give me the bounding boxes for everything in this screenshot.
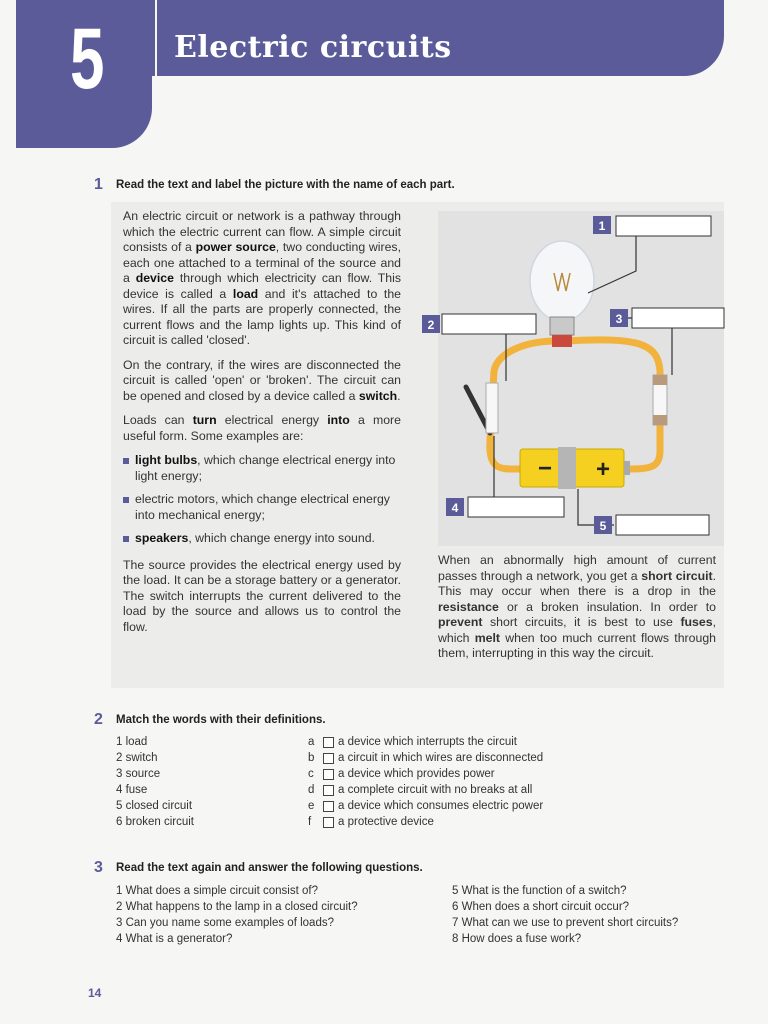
definition-letter: f (308, 816, 312, 828)
question-item: 3 Can you name some examples of loads? (116, 917, 334, 929)
header-divider (155, 0, 157, 76)
answer-checkbox[interactable] (323, 769, 334, 780)
definition-row (308, 782, 543, 798)
definition-text: a device which provides power (338, 768, 495, 780)
definition-letter: d (308, 784, 315, 796)
match-word: 6 broken circuit (116, 816, 194, 828)
chapter-number: 5 (70, 11, 105, 107)
match-word: 1 load (116, 736, 148, 748)
definition-letter: b (308, 752, 315, 764)
circuit-svg (427, 211, 724, 546)
match-definitions-list (308, 734, 543, 830)
exercise-2-instruction: Match the words with their definitions. (116, 714, 326, 726)
questions-right (452, 883, 678, 947)
label-1-number: 1 (598, 219, 606, 233)
reading-text (123, 209, 401, 644)
battery-minus-sign: − (538, 455, 553, 482)
question-item: 7 What can we use to prevent short circuits? (452, 917, 679, 929)
match-word: 3 source (116, 768, 161, 780)
question-item: 8 How does a fuse work? (452, 933, 582, 945)
answer-checkbox[interactable] (323, 753, 334, 764)
definition-text: a protective device (338, 816, 434, 828)
battery-plus-sign: + (596, 456, 611, 483)
fuse-cap-bottom (653, 415, 667, 425)
label-5-answer-box (616, 515, 709, 535)
bulb-glass (530, 241, 594, 321)
paragraph-3: Loads can turn electrical energy into a more useful form. Some examples are: (123, 413, 401, 443)
question-item: 1 What does a simple circuit consist of? (116, 885, 318, 897)
match-word: 2 switch (116, 752, 158, 764)
exercise-1-number: 1 (94, 176, 103, 193)
fuse-cap-top (653, 375, 667, 385)
battery-band (558, 447, 576, 489)
page-number: 14 (88, 986, 102, 1000)
short-circuit-paragraph: When an abnormally high amount of current passes through a network, you get a short circuit. This may occur when there is a drop in the resistance or a broken insulation. In order to prevent short circuits, it is best to use fuses, which melt when too much current flows through them, interrupting in this way the circuit. (438, 553, 717, 660)
paragraph-2: On the contrary, if the wires are disconnected the circuit is called 'open' or 'broken'. The circuit can be opened and closed by a device called a switch. (123, 357, 401, 403)
paragraph-1: An electric circuit or network is a pathway through which the electric current can flow. A simple circuit consists of a power source, two conducting wires, each one attached to a terminal of the source and a device through which electricity can flow. This device is called a load and it's attached to the wires. If all the parts are properly connected, the current flows and the lamp lights up. This kind of circuit is called 'closed'. (123, 209, 401, 347)
page-title: Electric circuits (174, 30, 452, 65)
definition-text: a circuit in which wires are disconnected (338, 752, 544, 764)
definition-row (308, 814, 543, 830)
exercise-2-number: 2 (94, 711, 103, 728)
definition-text: a device which consumes electric power (338, 800, 544, 812)
definition-text: a device which interrupts the circuit (338, 736, 517, 748)
bulb-base (550, 317, 574, 335)
bullet-light-bulbs: light bulbs, which change electrical energy into light energy; (123, 453, 401, 484)
definition-row (308, 766, 543, 782)
definition-letter: e (308, 800, 315, 812)
definition-row (308, 750, 543, 766)
question-item: 6 When does a short circuit occur? (452, 901, 630, 913)
definition-row (308, 734, 543, 750)
label-1-answer-box (616, 216, 711, 236)
answer-checkbox[interactable] (323, 737, 334, 748)
match-word: 4 fuse (116, 784, 148, 796)
definition-letter: c (308, 768, 314, 780)
label-3-number: 3 (615, 312, 623, 326)
bullet-electric-motors: electric motors, which change electrical energy into mechanical energy; (123, 492, 401, 523)
answer-checkbox[interactable] (323, 785, 334, 796)
label-2-answer-box (442, 314, 536, 334)
label-4-answer-box (468, 497, 564, 517)
question-item: 4 What is a generator? (116, 933, 233, 945)
bulb-socket (552, 335, 572, 347)
exercise-3-number: 3 (94, 859, 103, 876)
question-item: 2 What happens to the lamp in a closed circuit? (116, 901, 358, 913)
paragraph-4: The source provides the electrical energy used by the load. It can be a storage battery or a generator. The switch interrupts the current delivered to the load by the source and allows us to control the flow. (123, 557, 401, 634)
battery-terminal (624, 461, 630, 475)
label-5-number: 5 (599, 519, 607, 533)
match-word: 5 closed circuit (116, 800, 193, 812)
circuit-diagram (427, 211, 724, 546)
bullet-speakers: speakers, which change energy into sound. (123, 531, 401, 547)
exercise-1-instruction: Read the text and label the picture with the name of each part. (116, 179, 455, 191)
label-2-number: 2 (427, 318, 435, 332)
questions-left (116, 883, 358, 947)
answer-checkbox[interactable] (323, 801, 334, 812)
match-words-list (116, 734, 194, 830)
leader-line-1 (588, 227, 636, 293)
definition-text: a complete circuit with no breaks at all (338, 784, 533, 796)
label-3-answer-box (632, 308, 724, 328)
answer-checkbox[interactable] (323, 817, 334, 828)
definition-letter: a (308, 736, 315, 748)
question-item: 5 What is the function of a switch? (452, 885, 627, 897)
label-4-number: 4 (451, 501, 459, 515)
definition-row (308, 798, 543, 814)
switch-contact (486, 383, 498, 433)
exercise-3-instruction: Read the text again and answer the following questions. (116, 862, 423, 874)
